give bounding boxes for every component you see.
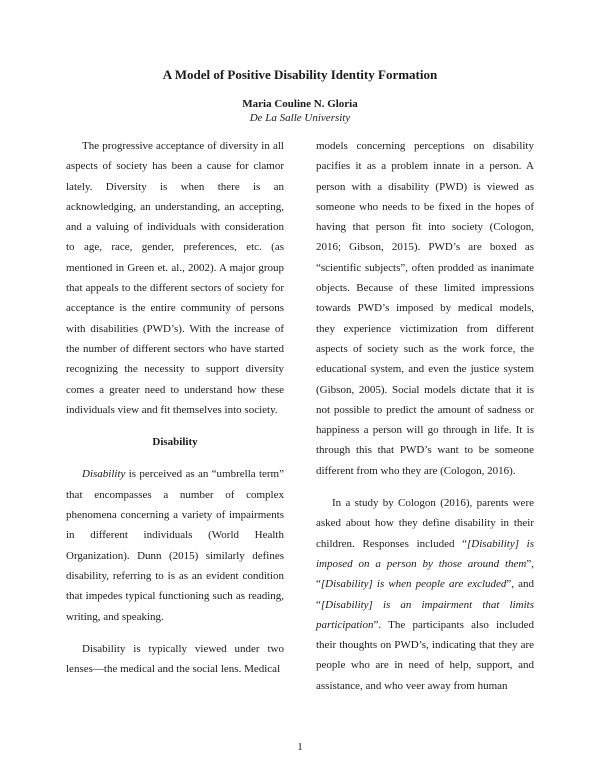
- quote-2: [Disability] is when people are excluded: [320, 578, 507, 591]
- study-text-a: In a study by Cologon (2016), parents were asked about how they define disability in their children. Responses included “: [316, 497, 534, 550]
- quote-3: [Disability] is an impairment that limits participation: [316, 598, 534, 631]
- medical-model-paragraph: models concerning perceptions on disability pacifies it as a problem innate in a person. A person with a disability (PWD) is viewed as someone who needs to be fixed in the hopes of having that person fit into society (Cologon, 2016; Gibson, 2015). PWD’s are boxed as “scientific subjects”, often prodded as inanimate objects. Because of these limited impressions towards PWD’s imposed by medical models, they experience victimization from different aspects of society such as the work force, the educational system, and even the justice system (Gibson, 2005). Social models dictate that it is not possible to predict the amount of sadness or happiness a person will go through in life. It is through this that PWD’s want to be someone different from who they are (Cologon, 2016).: [316, 140, 534, 477]
- disability-definition-text: is perceived as an “umbrella term” that encompasses a number of complex phenomena concerning a variety of impairments in different individuals (World Health Organization). Dunn (2015) similarly defines disability, referring to is as an evident condition that impedes typical functioning such as reading, writing, and speaking.: [66, 468, 284, 623]
- cologon-study-paragraph: [316, 493, 534, 696]
- left-column: [66, 136, 284, 679]
- study-text-d: ”. The participants also included their thoughts on PWD’s, indicating that they are people who are in need of help, support, and assistance, and who veer away from human: [316, 618, 534, 692]
- disability-term: Disability: [82, 468, 126, 481]
- page-number: 1: [297, 741, 303, 753]
- lenses-paragraph: Disability is typically viewed under two lenses—the medical and the social lens. Medical: [66, 642, 284, 676]
- disability-definition-paragraph: [66, 464, 284, 626]
- author-affiliation: De La Salle University: [249, 112, 351, 124]
- quote-1: [Disability] is imposed on a person by those around them: [316, 537, 534, 570]
- right-column: [316, 136, 534, 696]
- paper-title: A Model of Positive Disability Identity Formation: [162, 67, 438, 82]
- intro-paragraph: The progressive acceptance of diversity in all aspects of society has been a cause for clamor lately. Diversity is when there is an acknowledging, an understanding, an accepting, and a valuing of individuals with consideration to age, race, gender, preferences, etc. (as mentioned in Green et. al., 2002). A major group that appeals to the different sectors of society for acceptance is the entire community of persons with disabilities (PWD’s). With the increase of the number of different sectors who have started recognizing the necessity to support diversity comes a greater need to understand how these individuals view and fit themselves into society.: [66, 140, 284, 416]
- study-text-b: ”, “: [316, 557, 534, 591]
- author-name: Maria Couline N. Gloria: [242, 98, 358, 110]
- study-text-c: ”, and “: [316, 578, 535, 611]
- section-heading-disability: Disability: [152, 436, 198, 449]
